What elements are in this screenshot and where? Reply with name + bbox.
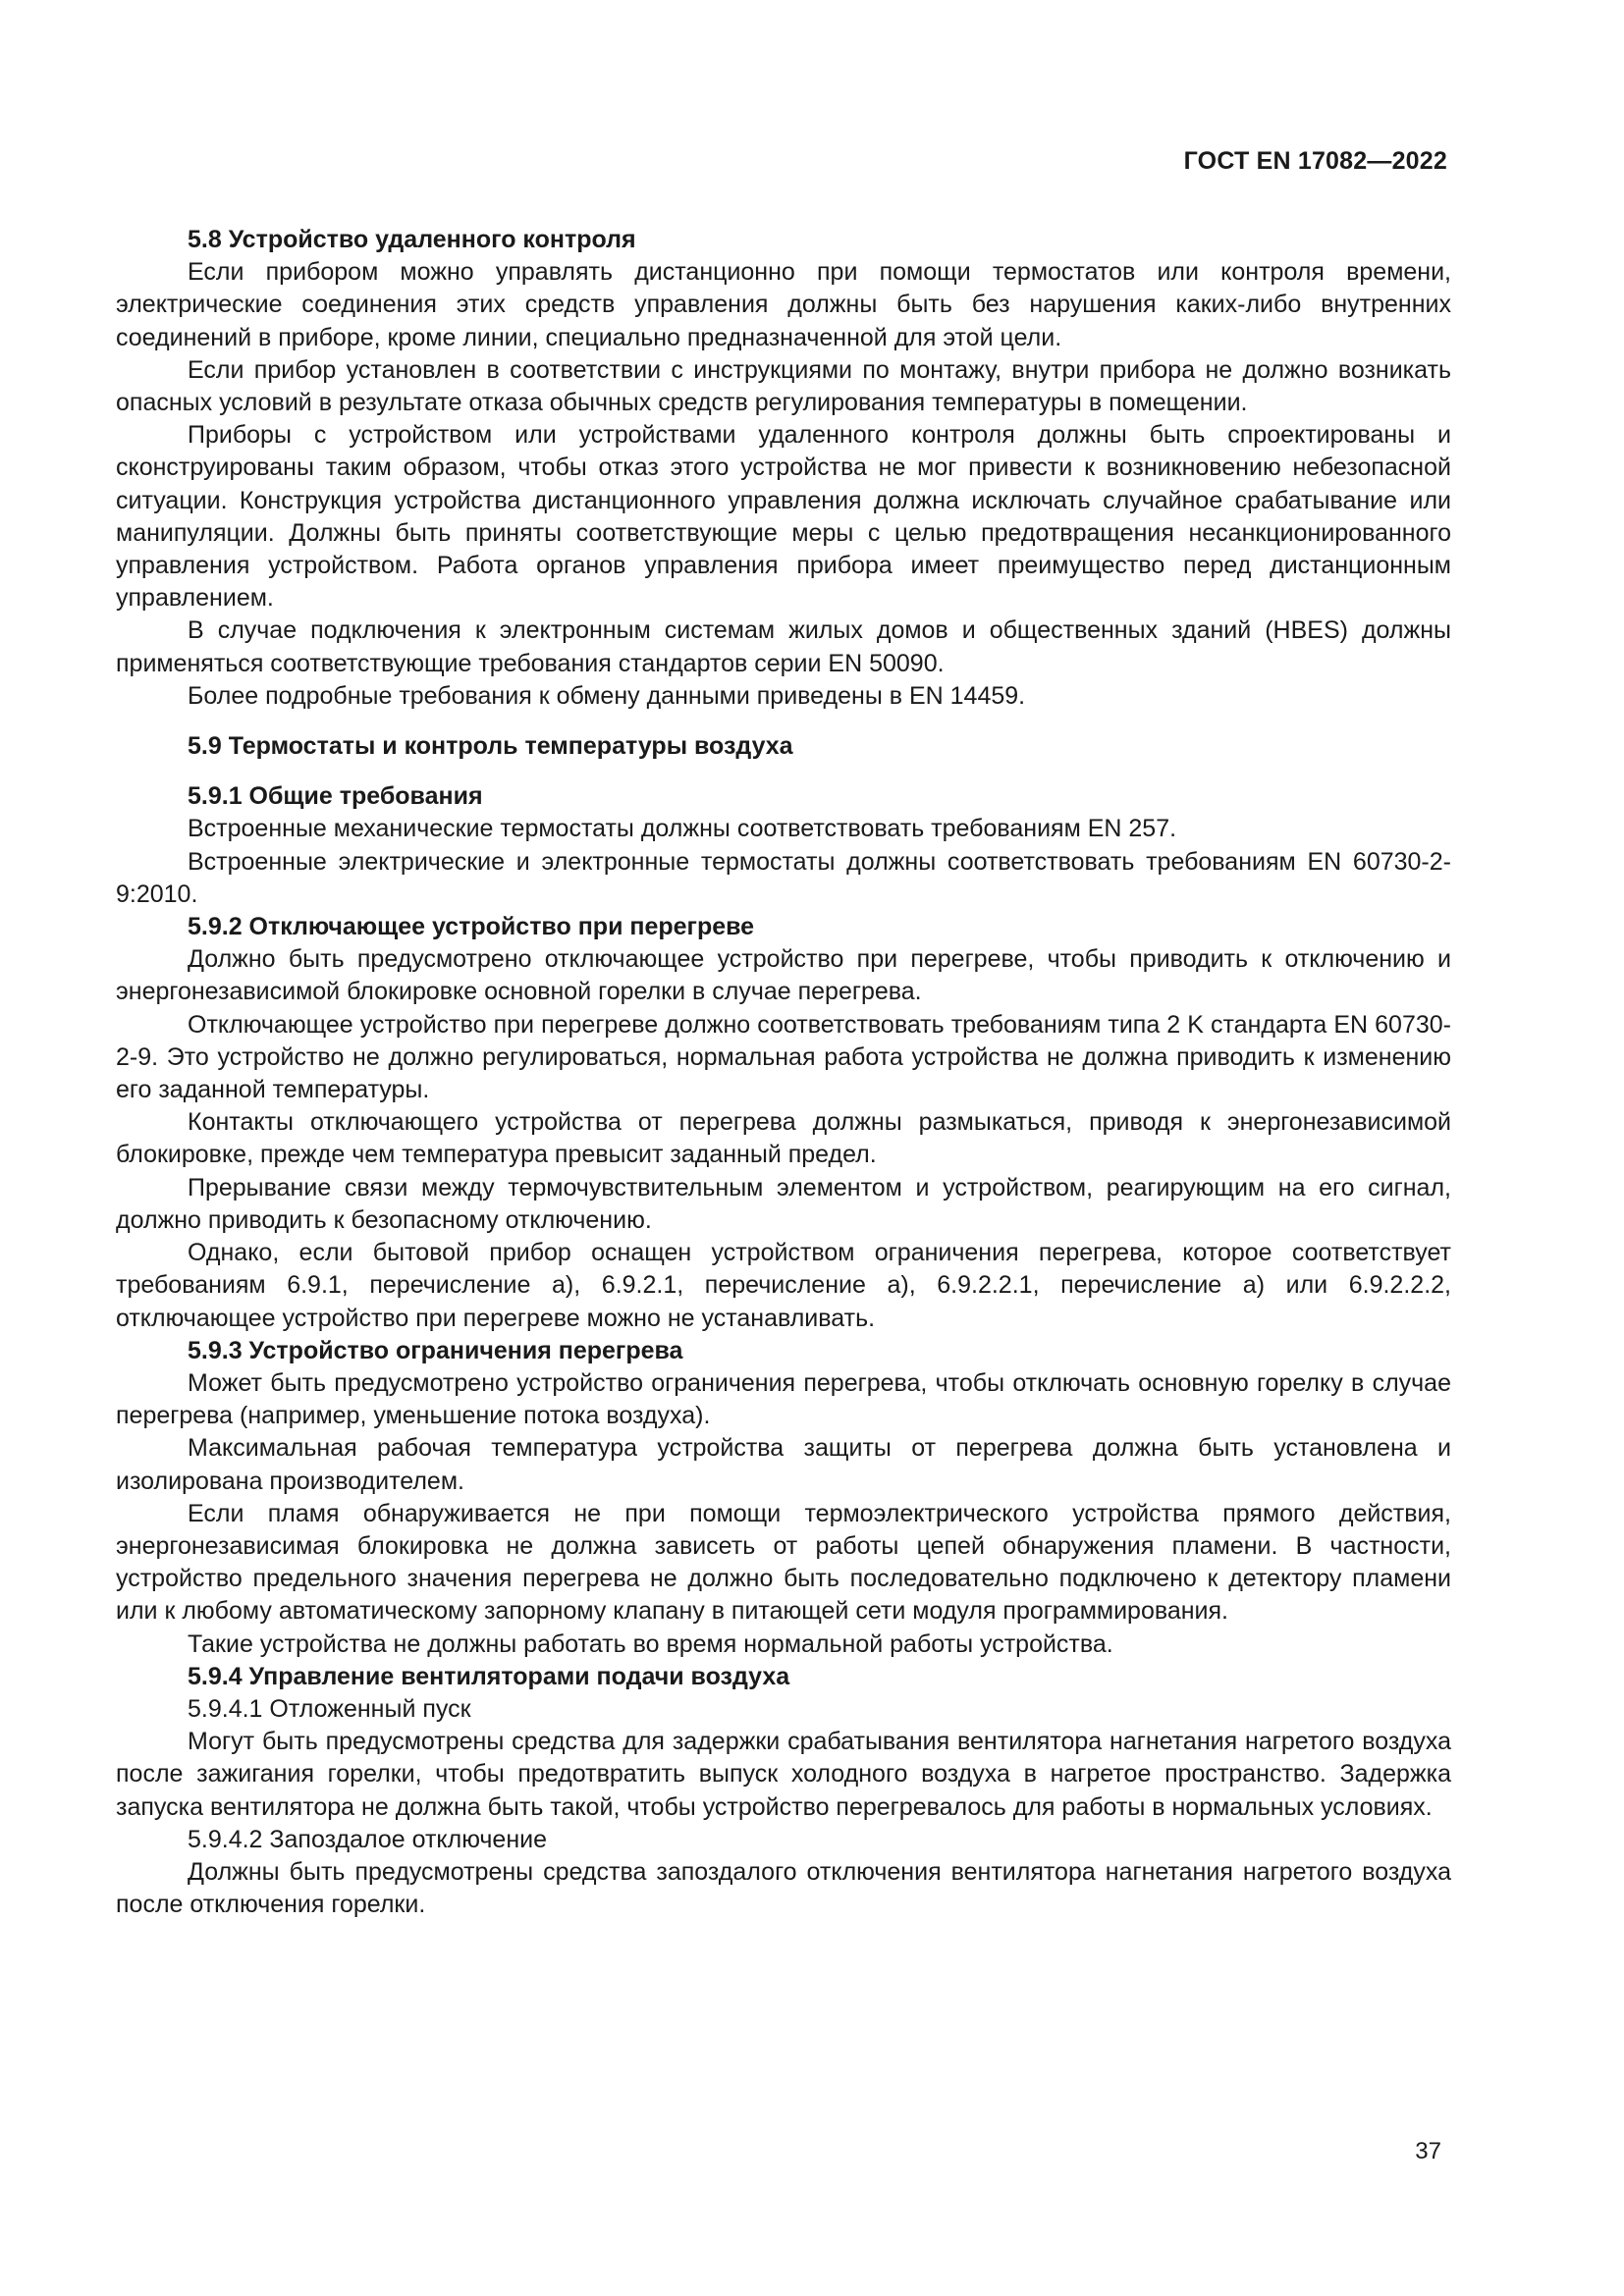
- body-paragraph: Может быть предусмотрено устройство ограничения перегрева, чтобы отключать основную горелку в случае перегрева (например, уменьшение потока воздуха).: [116, 1368, 1451, 1430]
- subsection-title: 5.9.4.1 Отложенный пуск: [188, 1694, 471, 1723]
- body-paragraph: Отключающее устройство при перегреве должно соответствовать требованиям типа 2 K стандарта EN 60730-2-9. Это устройство не должно регулироваться, нормальная работа устройства не должна приводить к изменению его заданной температуры.: [116, 1010, 1451, 1104]
- body-paragraph: Приборы с устройством или устройствами удаленного контроля должны быть спроектированы и сконструированы таким образом, чтобы отказ этого устройства не мог привести к возникновению небезопасной ситуации. Конструкция устройства дистанционного управления должна исключать случайное срабатывание или манипуляции. Должны быть приняты соответствующие меры с целью предотвращения несанкционированного управления устройством. Работа органов управления прибора имеет преимущество перед дистанционным управлением.: [116, 421, 1451, 613]
- section-heading: 5.9.4 Управление вентиляторами подачи воздуха: [188, 1662, 790, 1690]
- document-body: [116, 224, 1451, 1921]
- body-paragraph: Прерывание связи между термочувствительным элементом и устройством, реагирующим на его сигнал, должно приводить к безопасному отключению.: [116, 1173, 1451, 1234]
- subsection-title: 5.9.4.2 Запоздалое отключение: [188, 1825, 548, 1853]
- body-paragraph: Должны быть предусмотрены средства запоздалого отключения вентилятора нагнетания нагретого воздуха после отключения горелки.: [116, 1857, 1451, 1919]
- section-heading: 5.9 Термостаты и контроль температуры воздуха: [188, 732, 793, 761]
- section-heading: 5.9.1 Общие требования: [188, 782, 483, 811]
- body-paragraph: Встроенные механические термостаты должны соответствовать требованиям EN 257.: [188, 815, 1177, 843]
- body-paragraph: Встроенные электрические и электронные термостаты должны соответствовать требованиям EN 60730-2-9:2010.: [116, 847, 1451, 908]
- body-paragraph: Если пламя обнаруживается не при помощи термоэлектрического устройства прямого действия, энергонезависимая блокировка не должна зависеть от работы цепей обнаружения пламени. В частности, устройство предельного значения перегрева не должно быть последовательно подключено к детектору пламени или к любому автоматическому запорному клапану в питающей сети модуля программирования.: [116, 1499, 1451, 1626]
- document-code: ГОСТ EN 17082—2022: [1183, 147, 1447, 175]
- body-paragraph: Должно быть предусмотрено отключающее устройство при перегреве, чтобы приводить к отключению и энергонезависимой блокировке основной горелки в случае перегрева.: [116, 945, 1451, 1006]
- section-heading: 5.9.2 Отключающее устройство при перегреве: [188, 913, 755, 941]
- body-paragraph: Более подробные требования к обмену данными приведены в EN 14459.: [188, 681, 1026, 710]
- page-number: 37: [1415, 2138, 1441, 2164]
- body-paragraph: Могут быть предусмотрены средства для задержки срабатывания вентилятора нагнетания нагретого воздуха после зажигания горелки, чтобы предотвратить выпуск холодного воздуха в нагретое пространство. Задержка запуска вентилятора не должна быть такой, чтобы устройство перегревалось для работы в нормальных условиях.: [116, 1728, 1451, 1821]
- body-paragraph: Однако, если бытовой прибор оснащен устройством ограничения перегрева, которое соответствует требованиям 6.9.1, перечисление а), 6.9.2.1, перечисление а), 6.9.2.2.1, перечисление а) или 6.9.2.2.2, отключающее устройство при перегреве можно не устанавливать.: [116, 1239, 1451, 1332]
- section-heading: 5.9.3 Устройство ограничения перегрева: [188, 1336, 683, 1364]
- body-paragraph: Максимальная рабочая температура устройства защиты от перегрева должна быть установлена и изолирована производителем.: [116, 1434, 1451, 1495]
- body-paragraph: Контакты отключающего устройства от перегрева должны размыкаться, приводя к энергонезависимой блокировке, прежде чем температура превысит заданный предел.: [116, 1108, 1451, 1169]
- body-paragraph: Такие устройства не должны работать во время нормальной работы устройства.: [188, 1629, 1113, 1658]
- body-paragraph: Если прибор установлен в соответствии с инструкциями по монтажу, внутри прибора не должно возникать опасных условий в результате отказа обычных средств регулирования температуры в помещении.: [116, 355, 1451, 417]
- body-paragraph: Если прибором можно управлять дистанционно при помощи термостатов или контроля времени, электрические соединения этих средств управления должны быть без нарушения каких-либо внутренних соединений в приборе, кроме линии, специально предназначенной для этой цели.: [116, 258, 1451, 351]
- section-heading: 5.8 Устройство удаленного контроля: [188, 226, 636, 253]
- body-paragraph: В случае подключения к электронным системам жилых домов и общественных зданий (HBES) должны применяться соответствующие требования стандартов серии EN 50090.: [116, 616, 1451, 677]
